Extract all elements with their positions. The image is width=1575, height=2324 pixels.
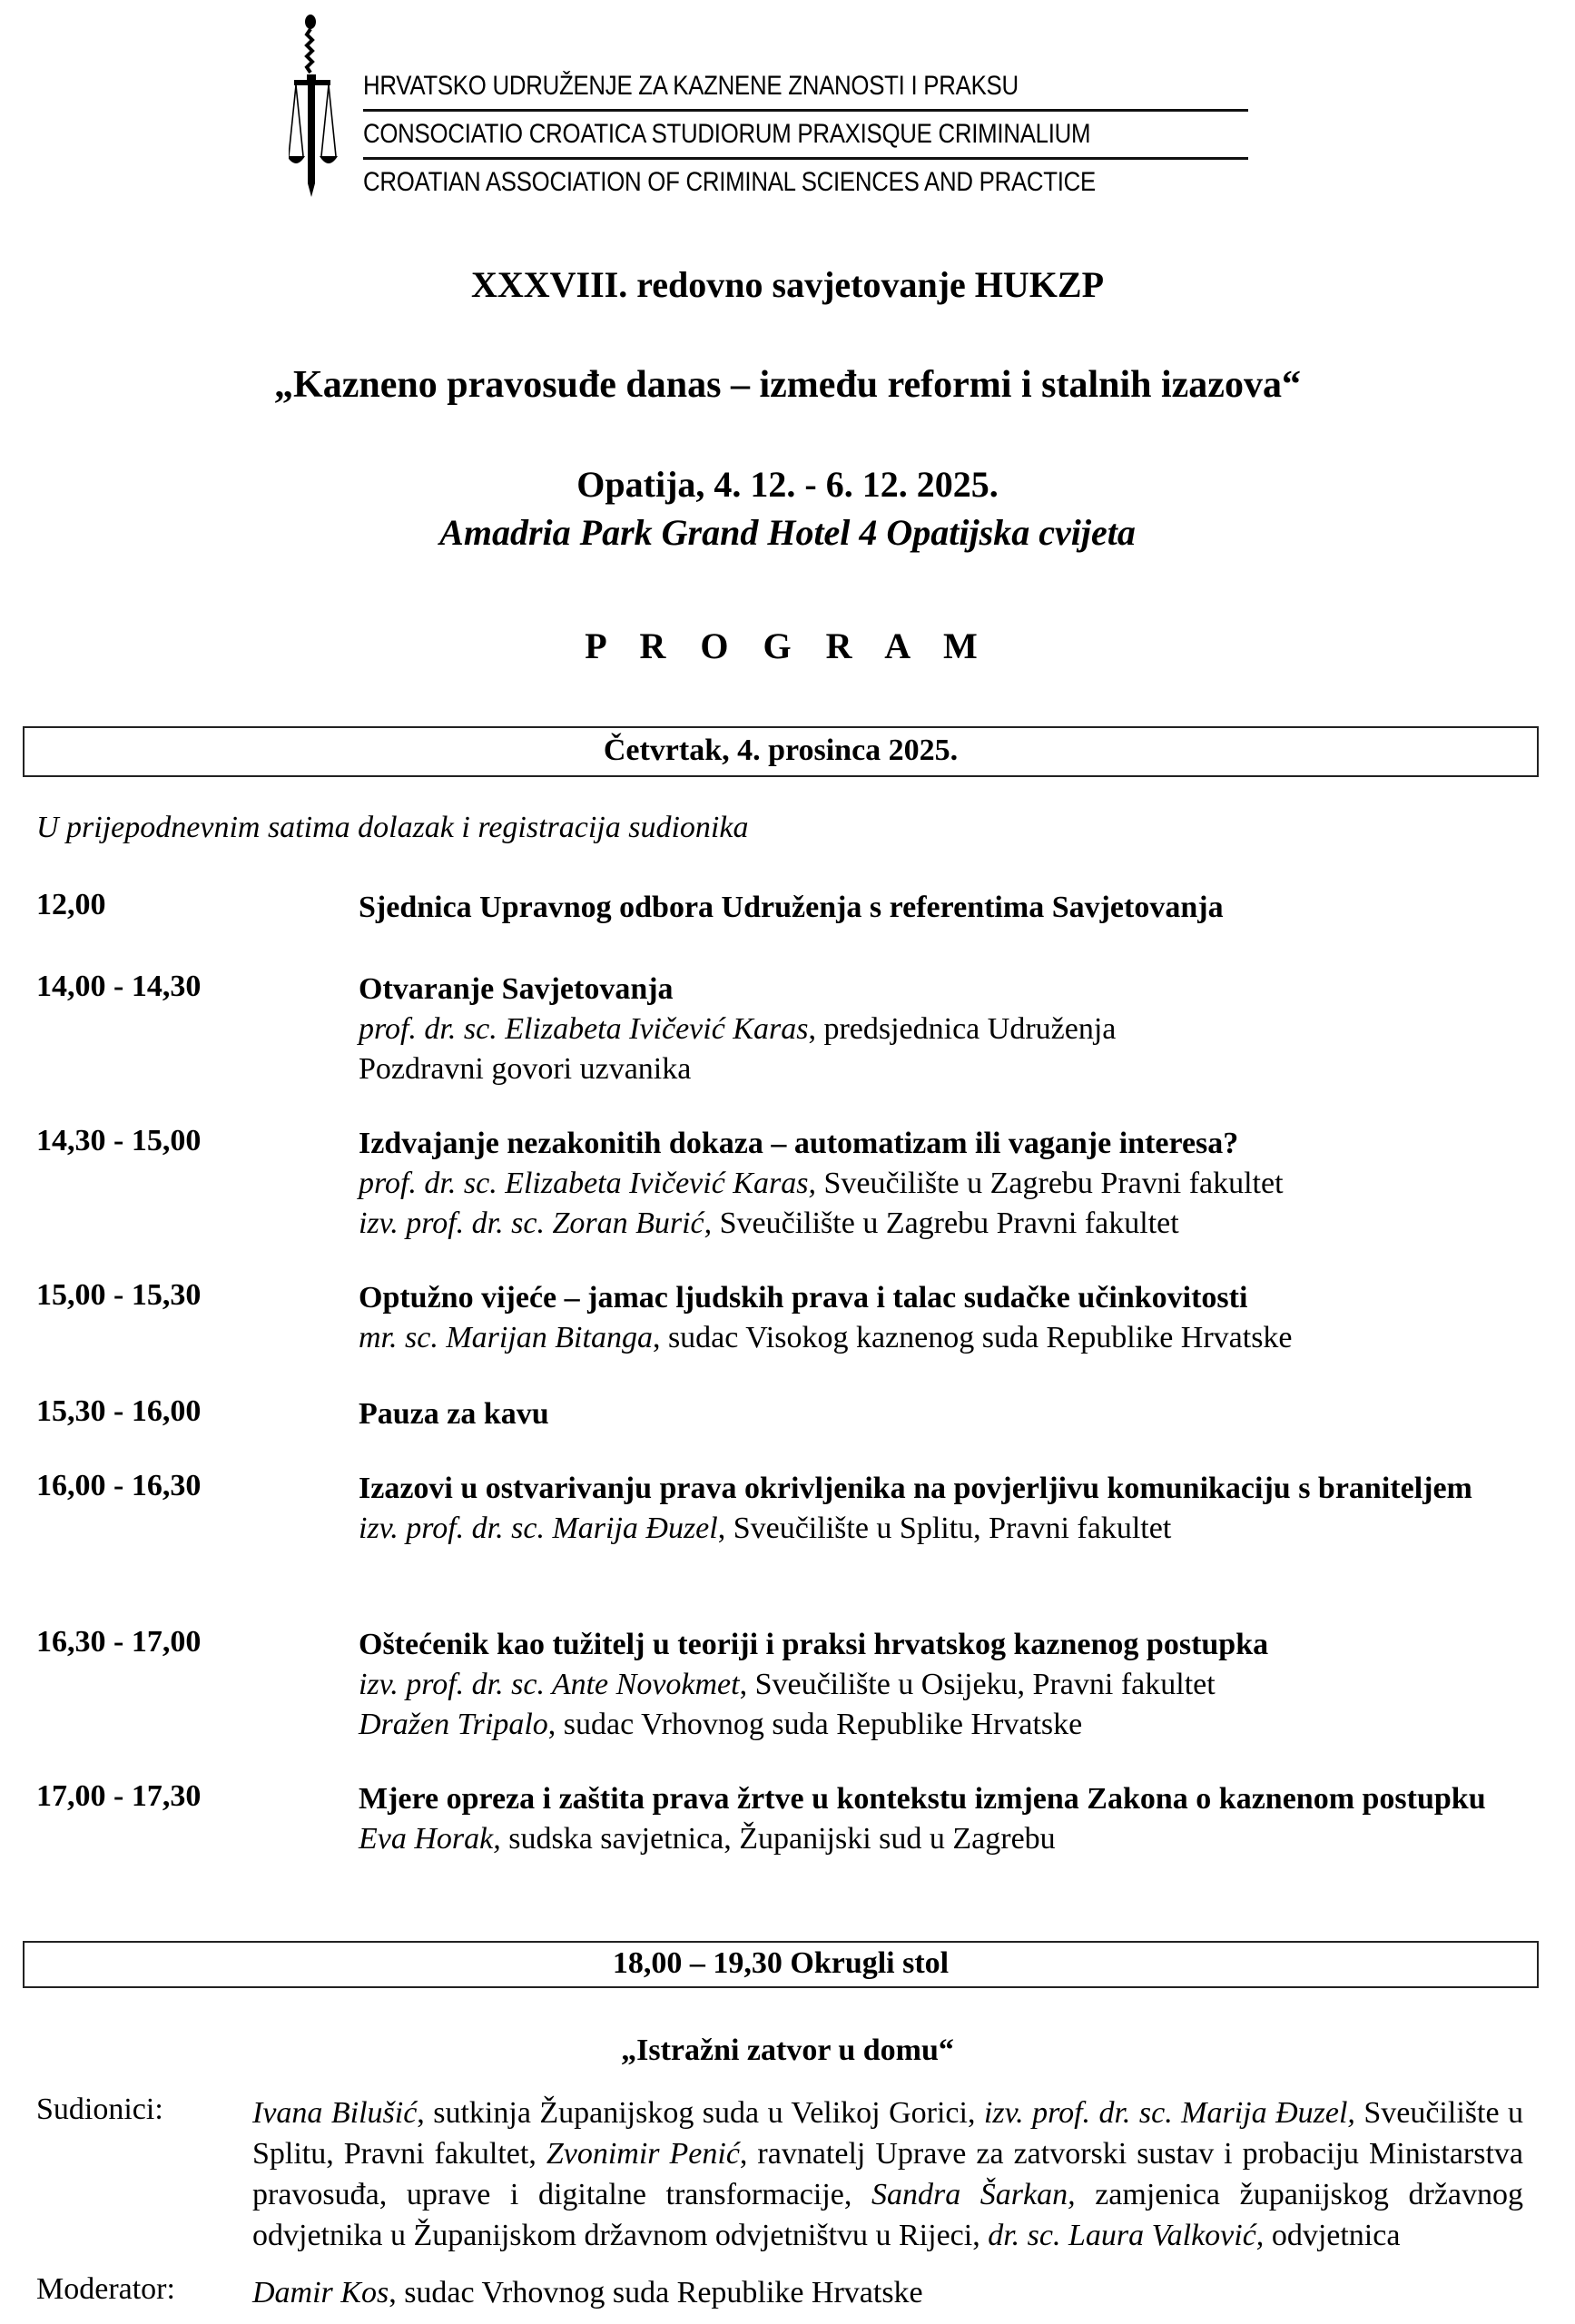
speaker-affiliation: , Sveučilište u Splitu, Pravni fakultet — [717, 1512, 1172, 1545]
speaker-line — [359, 1164, 1530, 1204]
session-time: 16,00 - 16,30 — [36, 1469, 202, 1502]
day-heading: Četvrtak, 4. prosinca 2025. — [603, 734, 959, 767]
speaker-name: izv. prof. dr. sc. Marija Đuzel — [359, 1512, 718, 1545]
event-venue: Amadria Park Grand Hotel 4 Opatijska cvijeta — [439, 512, 1136, 553]
speaker-name: mr. sc. Marijan Bitanga — [359, 1321, 653, 1354]
round-table-heading-box — [23, 1941, 1539, 1988]
participant-name: Zvonimir Penić — [546, 2137, 740, 2171]
speaker-affiliation: , Sveučilište u Osijeku, Pravni fakultet — [739, 1668, 1216, 1701]
session-time: 16,30 - 17,00 — [36, 1625, 202, 1659]
speaker-name: prof. dr. sc. Elizabeta Ivičević Karas — [359, 1012, 809, 1046]
moderator-role: , sudac Vrhovnog suda Republike Hrvatske — [389, 2276, 923, 2309]
session-time: 14,30 - 15,00 — [36, 1124, 202, 1157]
speaker-name: Eva Horak, — [359, 1822, 501, 1856]
session-title: Sjednica Upravnog odbora Udruženja s referentima Savjetovanja — [359, 891, 1224, 924]
session-time: 12,00 — [36, 888, 106, 921]
speaker-line — [359, 1665, 1530, 1705]
moderator-line — [252, 2272, 1523, 2313]
session-title: Optužno vijeće – jamac ljudskih prava i talac sudačke učinkovitosti — [359, 1281, 1248, 1315]
speaker-affiliation: Sveučilište u Zagrebu Pravni fakultet — [712, 1206, 1179, 1240]
speaker-line — [359, 1705, 1530, 1745]
speaker-affiliation: Sveučilište u Zagrebu Pravni fakultet — [815, 1167, 1284, 1200]
program-heading: P R O G R A M — [585, 625, 990, 666]
speaker-affiliation: , sudac Visokog kaznenog suda Republike Hrvatske — [652, 1321, 1293, 1354]
speaker-line — [359, 1009, 1530, 1049]
event-title: XXXVIII. redovno savjetovanje HUKZP — [470, 264, 1105, 305]
session-title: Pauza za kavu — [359, 1397, 549, 1431]
speaker-name: izv. prof. dr. sc. Zoran Burić, — [359, 1206, 713, 1240]
org-name-latin: CONSOCIATIO CROATICA STUDIORUM PRAXISQUE CRIMINALIUM — [363, 119, 1091, 149]
session-time: 15,00 - 15,30 — [36, 1278, 202, 1312]
round-table-title: „Istražni zatvor u domu“ — [621, 2034, 954, 2067]
organization-name-block — [363, 71, 1248, 198]
speaker-line — [359, 1049, 1530, 1089]
speaker-affiliation: sudska savjetnica, Županijski sud u Zagrebu — [500, 1822, 1056, 1856]
session-time: 14,00 - 14,30 — [36, 970, 202, 1003]
speaker-name: izv. prof. dr. sc. Ante Novokmet — [359, 1668, 740, 1701]
participant-role: , sutkinja Županijskog suda u Velikoj Gorici, — [417, 2096, 984, 2130]
speaker-affiliation: Pozdravni govori uzvanika — [359, 1052, 692, 1086]
speaker-line — [359, 1819, 1530, 1859]
speaker-name: Dražen Tripalo — [359, 1708, 548, 1741]
session-title: Izdvajanje nezakonitih dokaza – automatizam ili vaganje interesa? — [359, 1127, 1239, 1160]
speaker-affiliation: , predsjednica Udruženja — [808, 1012, 1117, 1046]
speaker-affiliation: , sudac Vrhovnog suda Republike Hrvatske — [547, 1708, 1083, 1741]
session-title: Mjere opreza i zaštita prava žrtve u kontekstu izmjena Zakona o kaznenom postupku — [359, 1782, 1486, 1816]
participant-name: izv. prof. dr. sc. Marija Đuzel, — [983, 2096, 1355, 2130]
participant-role: , ravnatelj Uprave za zatvorski sustav i probaciju Ministarstva pravosuđa, uprave i digitalne transformacije, — [252, 2137, 1523, 2211]
speaker-line — [359, 1318, 1530, 1358]
speaker-name: prof. dr. sc. Elizabeta Ivičević Karas, — [359, 1167, 816, 1200]
participant-name: Sandra Šarkan, — [871, 2178, 1076, 2211]
participant-role: Sveučilište u Splitu, Pravni fakultet, — [252, 2096, 1523, 2171]
org-name-croatian: HRVATSKO UDRUŽENJE ZA KAZNENE ZNANOSTI I PRAKSU — [363, 71, 1019, 101]
participants-list — [252, 2093, 1523, 2256]
scales-of-justice-sword-icon — [289, 11, 370, 202]
divider — [363, 109, 1248, 112]
participant-name: dr. sc. Laura Valković, — [988, 2219, 1265, 2252]
session-title: Otvaranje Savjetovanja — [359, 972, 674, 1006]
divider — [363, 157, 1248, 160]
registration-note: U prijepodnevnim satima dolazak i registracija sudionika — [36, 811, 749, 844]
participants-label: Sudionici: — [36, 2093, 163, 2126]
day-heading-box — [23, 726, 1539, 777]
event-subtitle: „Kazneno pravosuđe danas – između reformi i stalnih izazova“ — [274, 364, 1301, 406]
moderator-name: Damir Kos — [252, 2276, 389, 2309]
event-dates: Opatija, 4. 12. - 6. 12. 2025. — [576, 464, 999, 505]
speaker-line — [359, 1509, 1530, 1549]
session-title: Izazovi u ostvarivanju prava okrivljenika na povjerljivu komunikaciju s braniteljem — [359, 1472, 1472, 1505]
participant-role: zamjenica županijskog državnog odvjetnika u Županijskom državnom odvjetništvu u Rijeci, — [252, 2178, 1524, 2252]
session-time: 17,00 - 17,30 — [36, 1779, 202, 1813]
participant-role: odvjetnica — [1264, 2219, 1401, 2252]
round-table-heading: 18,00 – 19,30 Okrugli stol — [612, 1946, 950, 1980]
session-time: 15,30 - 16,00 — [36, 1394, 202, 1428]
session-title: Oštećenik kao tužitelj u teoriji i praksi hrvatskog kaznenog postupka — [359, 1628, 1269, 1661]
moderator-label: Moderator: — [36, 2272, 175, 2306]
participant-name: Ivana Bilušić — [252, 2096, 418, 2130]
org-name-english: CROATIAN ASSOCIATION OF CRIMINAL SCIENCES AND PRACTICE — [363, 167, 1097, 197]
speaker-line — [359, 1204, 1530, 1244]
